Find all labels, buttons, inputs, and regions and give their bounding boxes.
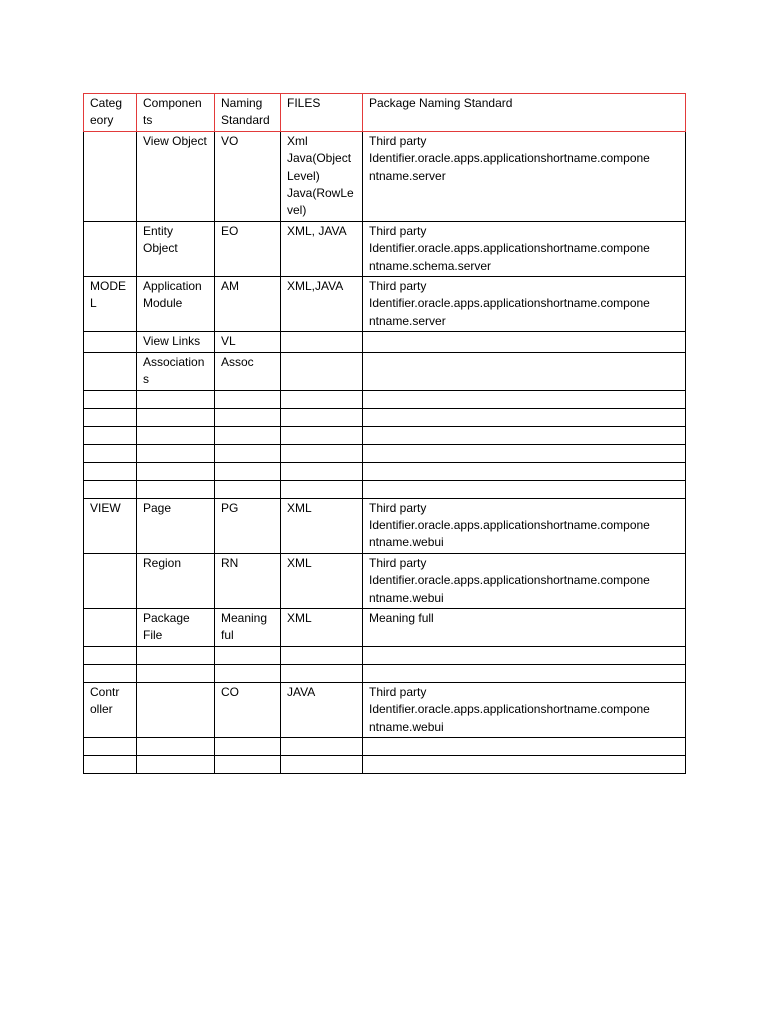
table-row [84, 444, 686, 462]
table-row [84, 462, 686, 480]
cell-naming [215, 755, 281, 773]
cell-package [363, 444, 686, 462]
cell-component: View Object [137, 131, 215, 221]
table-row [84, 608, 686, 646]
cell-package: Third party Identifier.oracle.apps.applicationshortname.compone ntname.webui [363, 498, 686, 553]
header-files: FILES [281, 94, 363, 132]
cell-category [84, 221, 137, 276]
cell-files [281, 444, 363, 462]
cell-files: XML [281, 553, 363, 608]
cell-files [281, 352, 363, 390]
table-row [84, 408, 686, 426]
table-row [84, 553, 686, 608]
table-row [84, 498, 686, 553]
table-row [84, 221, 686, 276]
cell-component [137, 646, 215, 664]
cell-files [281, 332, 363, 352]
cell-component [137, 737, 215, 755]
cell-category [84, 462, 137, 480]
cell-package [363, 737, 686, 755]
cell-component [137, 426, 215, 444]
cell-package [363, 352, 686, 390]
cell-package: Meaning full [363, 608, 686, 646]
cell-naming [215, 444, 281, 462]
cell-category [84, 390, 137, 408]
cell-files [281, 390, 363, 408]
cell-category: VIEW [84, 498, 137, 553]
cell-category [84, 553, 137, 608]
header-components: Componen ts [137, 94, 215, 132]
cell-naming: VO [215, 131, 281, 221]
cell-files [281, 426, 363, 444]
cell-files: XML, JAVA [281, 221, 363, 276]
cell-files [281, 462, 363, 480]
cell-package [363, 426, 686, 444]
cell-package: Third party Identifier.oracle.apps.applicationshortname.compone ntname.schema.server [363, 221, 686, 276]
cell-naming [215, 737, 281, 755]
cell-package [363, 480, 686, 498]
cell-naming [215, 426, 281, 444]
cell-files [281, 646, 363, 664]
cell-naming: RN [215, 553, 281, 608]
cell-files [281, 664, 363, 682]
cell-component [137, 408, 215, 426]
cell-package [363, 462, 686, 480]
cell-naming [215, 664, 281, 682]
cell-component [137, 682, 215, 737]
cell-files [281, 755, 363, 773]
cell-category [84, 755, 137, 773]
cell-component: Package File [137, 608, 215, 646]
header-package-naming-standard: Package Naming Standard [363, 94, 686, 132]
cell-category [84, 664, 137, 682]
cell-category [84, 480, 137, 498]
cell-files [281, 408, 363, 426]
naming-standards-table [83, 93, 686, 774]
table-row [84, 131, 686, 221]
cell-naming [215, 480, 281, 498]
table-row [84, 664, 686, 682]
cell-naming: PG [215, 498, 281, 553]
cell-category [84, 608, 137, 646]
cell-naming [215, 462, 281, 480]
cell-component: Application Module [137, 277, 215, 332]
cell-component [137, 480, 215, 498]
table-row [84, 737, 686, 755]
cell-category: Contr oller [84, 682, 137, 737]
cell-package: Third party Identifier.oracle.apps.applicationshortname.compone ntname.server [363, 131, 686, 221]
cell-category [84, 352, 137, 390]
cell-category [84, 426, 137, 444]
cell-category [84, 408, 137, 426]
cell-files: XML [281, 608, 363, 646]
cell-package: Third party Identifier.oracle.apps.applicationshortname.compone ntname.webui [363, 553, 686, 608]
cell-naming [215, 646, 281, 664]
table-row [84, 332, 686, 352]
cell-category [84, 332, 137, 352]
cell-component: Entity Object [137, 221, 215, 276]
cell-package: Third party Identifier.oracle.apps.applicationshortname.compone ntname.webui [363, 682, 686, 737]
cell-package [363, 332, 686, 352]
table-row [84, 755, 686, 773]
cell-naming: Meaning ful [215, 608, 281, 646]
cell-package: Third party Identifier.oracle.apps.applicationshortname.compone ntname.server [363, 277, 686, 332]
cell-naming: EO [215, 221, 281, 276]
cell-package [363, 646, 686, 664]
cell-component: View Links [137, 332, 215, 352]
table-row [84, 352, 686, 390]
table-row [84, 646, 686, 664]
header-category: Categ eory [84, 94, 137, 132]
cell-naming [215, 408, 281, 426]
cell-naming [215, 390, 281, 408]
cell-component: Region [137, 553, 215, 608]
cell-package [363, 408, 686, 426]
cell-naming: Assoc [215, 352, 281, 390]
table-row [84, 682, 686, 737]
cell-category: MODE L [84, 277, 137, 332]
cell-files: XML,JAVA [281, 277, 363, 332]
cell-files: XML [281, 498, 363, 553]
header-naming-standard: Naming Standard [215, 94, 281, 132]
cell-component [137, 390, 215, 408]
cell-files [281, 737, 363, 755]
cell-category [84, 131, 137, 221]
table-row [84, 277, 686, 332]
table-row [84, 426, 686, 444]
cell-category [84, 444, 137, 462]
cell-package [363, 755, 686, 773]
cell-component [137, 444, 215, 462]
table-row [84, 390, 686, 408]
cell-files: JAVA [281, 682, 363, 737]
cell-package [363, 390, 686, 408]
cell-component [137, 755, 215, 773]
header-row [84, 94, 686, 132]
cell-category [84, 646, 137, 664]
cell-component [137, 462, 215, 480]
cell-component [137, 664, 215, 682]
cell-package [363, 664, 686, 682]
table-row [84, 480, 686, 498]
cell-naming: CO [215, 682, 281, 737]
cell-naming: AM [215, 277, 281, 332]
cell-files [281, 480, 363, 498]
cell-component: Association s [137, 352, 215, 390]
cell-category [84, 737, 137, 755]
cell-files: Xml Java(Object Level) Java(RowLe vel) [281, 131, 363, 221]
cell-naming: VL [215, 332, 281, 352]
cell-component: Page [137, 498, 215, 553]
